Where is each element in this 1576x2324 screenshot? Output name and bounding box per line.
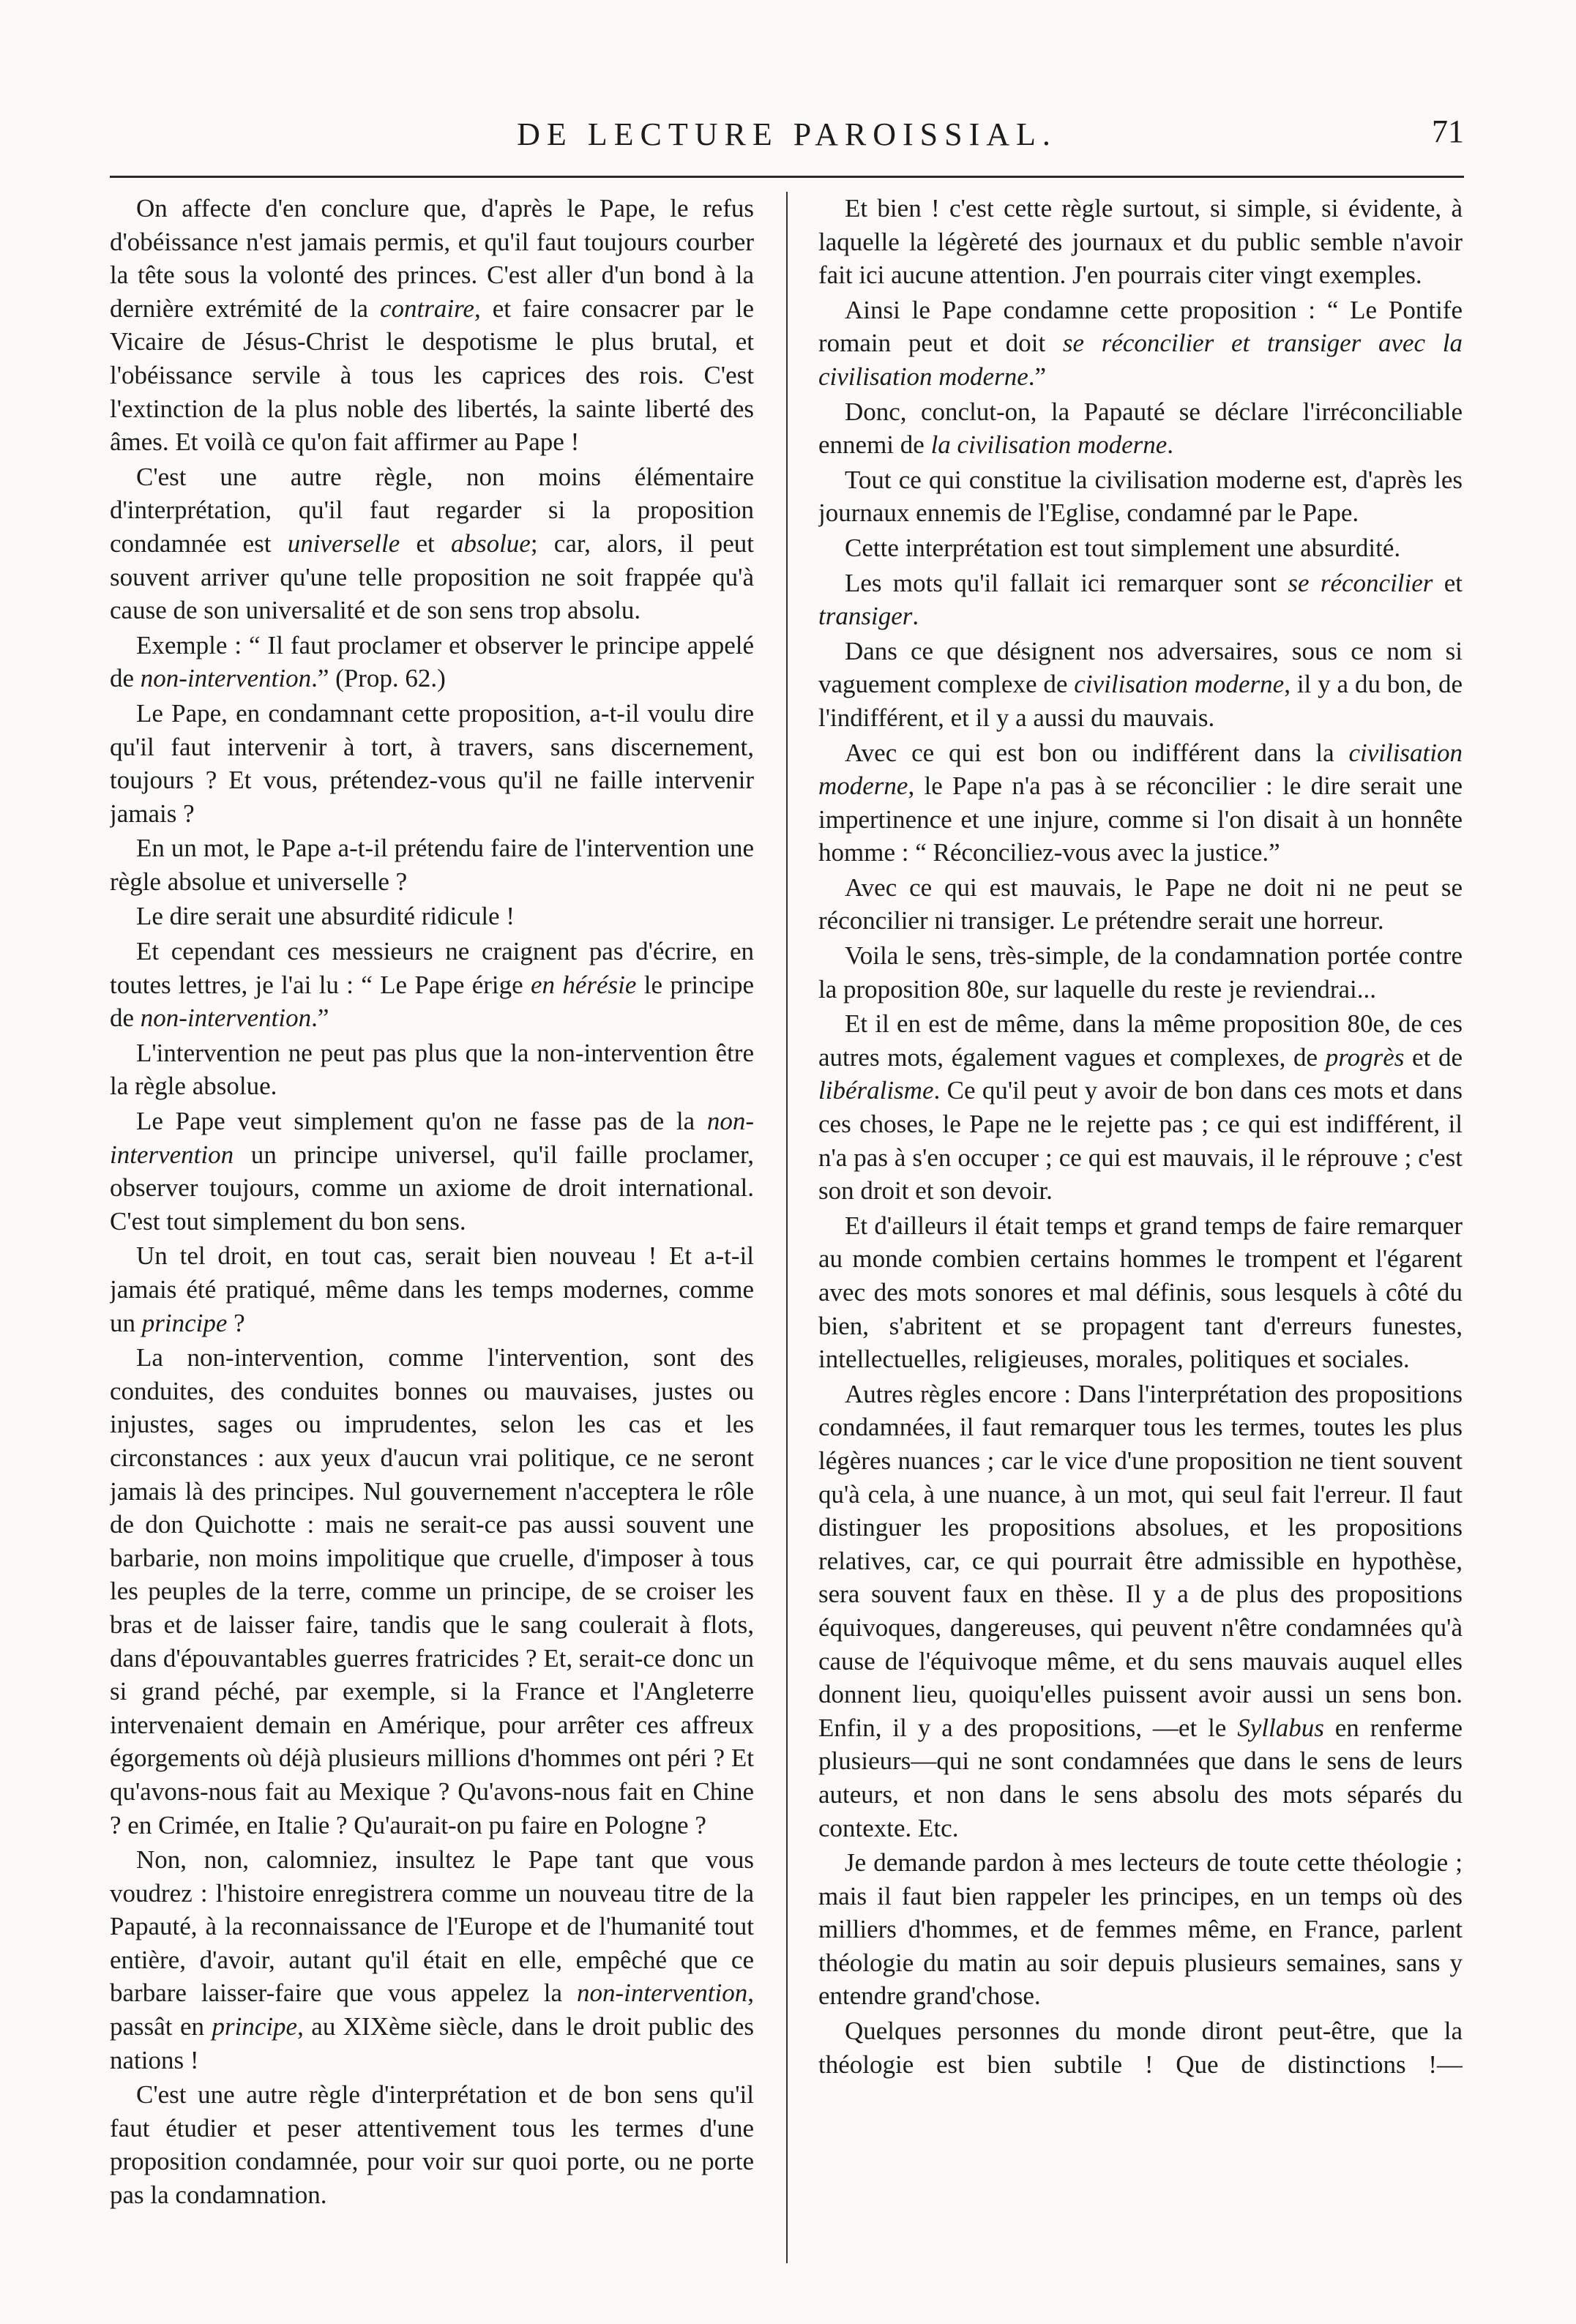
text-run: et [1433,568,1463,597]
paragraph [110,1239,754,1340]
text-run: , passât en [110,1979,754,2041]
italic-term: se réconcilier [1288,568,1433,597]
italic-term: progrès [1325,1042,1405,1072]
text-run: .” (Prop. 62.) [311,664,446,693]
paragraph [110,2078,754,2211]
text-run: Et bien ! c'est cette règle surtout, si simple, si évidente, à laquelle la légèreté des journaux et du public semble n'avoir fait ici aucune attention. J'en pourrais citer vingt exemples. [818,194,1463,290]
text-run: Quelques personnes du monde diront peut-être, que la théologie est bien subtile ! Que de distinctions !— [818,2017,1463,2079]
italic-term: absolue [450,528,531,558]
text-run: C'est une autre règle d'interprétation et de bon sens qu'il faut étudier et peser attentivement tous les termes d'une proposition condamnée, pour voir sur quoi porte, ou ne porte pas la condamnation. [110,2080,754,2210]
text-run: , et faire consacrer par le Vicaire de Jésus-Christ le despotisme le plus brutal, et l'obéissance servile à tous les caprices des rois. C'est l'extinction de la plus noble des libertés, la sainte liberté des âmes. Et voilà ce qu'on fait affirmer au Pape ! [110,294,754,457]
italic-term: contraire [380,294,474,323]
italic-term: la civilisation moderne [930,430,1168,460]
text-run: Le dire serait une absurdité ridicule ! [136,902,515,931]
text-run: Je demande pardon à mes lecteurs de toute cette théologie ; mais il faut bien rappeler les principes, en un temps où des milliers d'hommes, et de femmes même, en France, parlent théologie du matin au soir depuis plusieurs semaines, sans y entendre grand'chose. [818,1848,1463,2011]
text-run: . Ce qu'il peut y avoir de bon dans ces mots et dans ces choses, le Pape ne le rejette pas ; ce qui est indifférent, il n'a pas à s'en occuper ; ce qui est mauvais, il le réprouve ; c'est son droit et son devoir. [818,1076,1463,1206]
header-rule [110,176,1464,178]
text-run: ; car, alors, il peut souvent arriver qu'une telle proposition ne soit frappée qu'à cause de son universalité et de son sens trop absolu. [110,528,754,625]
paragraph [818,2014,1463,2081]
paragraph [818,294,1463,394]
text-run: , il y a du bon, de l'indifférent, et il y a aussi du mauvais. [818,670,1463,732]
paragraph [818,871,1463,938]
text-run: En un mot, le Pape a-t-il prétendu faire de l'intervention une règle absolue et universelle ? [110,834,754,896]
italic-term: en hérésie [530,970,637,999]
text-run: Le Pape, en condamnant cette proposition, a-t-il voulu dire qu'il faut intervenir à tort, à travers, sans discernement, toujours ? Et vous, prétendez-vous qu'il ne faille intervenir jamais ? [110,698,754,828]
text-run: en renferme plusieurs—qui ne sont condamnées que dans le sens de leurs auteurs, et non dans le sens absolu des mots séparés du contexte. Etc. [818,1713,1463,1842]
italic-term: non-intervention [576,1979,748,2008]
right-column [818,192,1463,2271]
text-run: Dans ce que désignent nos adversaires, sous ce nom si vaguement complexe de [818,636,1463,699]
italic-term: civilisation moderne [818,738,1463,801]
paragraph [818,463,1463,530]
left-column [110,192,754,2271]
paragraph [818,736,1463,870]
text-run: Ainsi le Pape condamne cette proposition : “ Le Pontife romain peut et doit [818,295,1463,358]
text-run: . [1167,430,1174,460]
text-run: On affecte d'en conclure que, d'après le Pape, le refus d'obéissance n'est jamais permis, et qu'il faut toujours courber la tête sous la volonté des princes. C'est aller d'un bond à la dernière extrémité de la [110,194,754,323]
text-run: un principe universel, qu'il faille proclamer, observer toujours, comme un axiome de droit international. C'est tout simplement du bon sens. [110,1140,754,1236]
italic-term: Syllabus [1237,1713,1324,1742]
text-run: , le Pape n'a pas à se réconcilier : le dire serait une impertinence et une injure, comme si l'on disait à un honnête homme : “ Réconciliez-vous avec la justice.” [818,771,1463,867]
italic-term: non-intervention [140,664,312,693]
text-run: Les mots qu'il fallait ici remarquer sont [845,568,1288,597]
paragraph [818,939,1463,1006]
text-run: .” [1028,362,1047,391]
paragraph [110,697,754,830]
running-header [110,110,1464,168]
text-run: Et cependant ces messieurs ne craignent pas d'écrire, en toutes lettres, je l'ai lu : “ Le Pape érige [110,937,754,999]
running-title: DE LECTURE PAROISSIAL. [517,116,1057,152]
text-run: Avec ce qui est mauvais, le Pape ne doit ni ne peut se réconcilier ni transiger. Le prétendre serait une horreur. [818,873,1463,935]
text-run: La non-intervention, comme l'intervention, sont des conduites, des conduites bonnes ou mauvaises, justes ou injustes, sages ou imprudentes, selon les cas et les circonstances : aux yeux d'aucun vrai politique, ce ne seront jamais là des principes. Nul gouvernement n'acceptera le rôle de don Quichotte : mais ne serait-ce pas aussi souvent une barbarie, non moins impolitique que cruelle, d'imposer à tous les peuples de la terre, comme un principe, de se croiser les bras et de laisser faire, tandis que le sang coulerait à flots, dans d'épouvantables guerres fratricides ? Et, serait-ce donc un si grand péché, par exemple, si la France et l'Angleterre intervenaient demain en Amérique, pour arrêter ces affreux égorgements où déjà plusieurs millions d'hommes ont péri ? Et qu'avons-nous fait au Mexique ? Qu'avons-nous fait en Chine ? en Crimée, en Italie ? Qu'aurait-on pu faire en Pologne ? [110,1343,754,1839]
paragraph [110,1843,754,2077]
italic-term: non-intervention [110,1107,754,1169]
paragraph [818,1007,1463,1208]
text-run: Non, non, calomniez, insultez le Pape tant que vous voudrez : l'histoire enregistrera comme un nouveau titre de la Papauté, à la reconnaissance de l'Europe et de l'humanité tout entière, d'avoir, autant qu'il était en elle, empêché que ce barbare laisser-faire que vous appelez la [110,1845,754,2008]
paragraph [818,635,1463,735]
text-run: Autres règles encore : Dans l'interprétation des propositions condamnées, il faut remarquer tous les termes, toutes les plus légères nuances ; car le vice d'une proposition ne tient souvent qu'à cela, à une nuance, à un mot, qui seul fait l'erreur. Il faut distinguer les propositions absolues, et les propositions relatives, car, ce qui pourrait être admissible en hypothèse, sera souvent faux en thèse. Il y a de plus des propositions équivoques, dangereuses, qui peuvent n'être condamnées qu'à cause de l'équivoque même, et du sens mauvais auquel elles donnent lieu, quoiqu'elles puissent avoir aussi un sens bon. Enfin, il y a des propositions, —et le [818,1379,1463,1742]
text-run: Cette interprétation est tout simplement une absurdité. [845,533,1401,562]
paragraph [818,567,1463,633]
italic-term: principe [141,1308,228,1337]
paragraph [110,1105,754,1238]
italic-term: universelle [287,528,400,558]
text-run: , au XIXème siècle, dans le droit public des nations ! [110,2012,754,2074]
text-run: Exemple : “ Il faut proclamer et observer le principe appelé de [110,630,754,693]
paragraph [818,1378,1463,1845]
italic-term: se réconcilier et transiger avec la civilisation moderne [818,329,1463,391]
page-number: 71 [1432,113,1464,149]
text-run: Et d'ailleurs il était temps et grand temps de faire remarquer au monde combien certains hommes le trompent et l'égarent avec des mots sonores et mal définis, sous lesquels à côté du bien, s'abritent et se propagent tant d'erreurs funestes, intellectuelles, religieuses, morales, politiques et sociales. [818,1211,1463,1374]
text-run: et [400,528,451,558]
text-run: L'intervention ne peut pas plus que la non-intervention être la règle absolue. [110,1038,754,1101]
paragraph [818,395,1463,462]
text-run: .” [311,1004,329,1033]
paragraph [818,1846,1463,2013]
paragraph [110,1341,754,1842]
italic-term: non-intervention [140,1004,312,1033]
text-run: le principe de [110,970,754,1033]
paragraph [818,1209,1463,1376]
paragraph [110,900,754,933]
text-run: ? [227,1308,245,1337]
paragraph [110,1036,754,1103]
paragraph [110,192,754,459]
text-run: Le Pape veut simplement qu'on ne fasse pas de la [136,1107,707,1136]
paragraph [818,531,1463,565]
italic-term: transiger [818,602,913,631]
italic-term: libéralisme [818,1076,934,1105]
column-divider [786,192,788,2263]
paragraph [818,192,1463,292]
text-run: Un tel droit, en tout cas, serait bien nouveau ! Et a-t-il jamais été pratiqué, même dans les temps modernes, comme un [110,1241,754,1337]
italic-term: civilisation moderne [1074,670,1285,699]
text-run: . [912,602,919,631]
text-run: Voila le sens, très-simple, de la condamnation portée contre la proposition 80e, sur laquelle du reste je reviendrai... [818,941,1463,1004]
text-run: Avec ce qui est bon ou indifférent dans la [845,738,1349,767]
text-run: Donc, conclut-on, la Papauté se déclare l'irréconciliable ennemi de [818,397,1463,460]
text-run: et de [1404,1042,1463,1072]
text-run: Tout ce qui constitue la civilisation moderne est, d'après les journaux ennemis de l'Eglise, condamné par le Pape. [818,465,1463,528]
paragraph [110,935,754,1035]
text-run: Et il en est de même, dans la même proposition 80e, de ces autres mots, également vagues et complexes, de [818,1009,1463,1072]
paragraph [110,832,754,898]
text-run: C'est une autre règle, non moins élémentaire d'interprétation, qu'il faut regarder si la proposition condamnée est [110,462,754,558]
paragraph [110,460,754,627]
paragraph [110,629,754,695]
italic-term: principe [212,2012,298,2041]
